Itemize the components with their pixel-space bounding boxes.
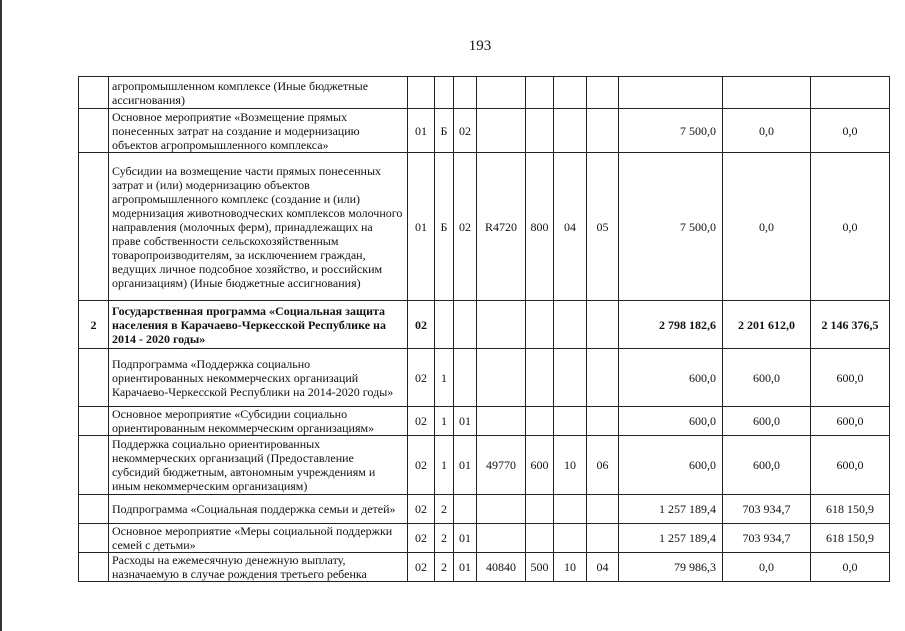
amount-year-3: 600,0: [811, 349, 890, 407]
code-direction: [477, 495, 526, 524]
code-program: 02: [408, 436, 435, 495]
code-program: 02: [408, 407, 435, 436]
code-subprogram: 2: [435, 524, 454, 553]
table-row: [79, 301, 890, 349]
code-subsection: 06: [587, 436, 619, 495]
amount-year-1: 7 500,0: [619, 109, 723, 153]
code-program: 01: [408, 153, 435, 301]
item-name: Подпрограмма «Социальная поддержка семьи и детей»: [109, 495, 408, 524]
amount-year-3: 0,0: [811, 109, 890, 153]
amount-year-1: [619, 77, 723, 109]
code-direction: [477, 407, 526, 436]
code-section: [554, 407, 587, 436]
code-measure: 01: [454, 436, 477, 495]
code-subprogram: 2: [435, 553, 454, 582]
code-section: 04: [554, 153, 587, 301]
code-section: [554, 109, 587, 153]
row-number: [79, 524, 109, 553]
amount-year-3: 618 150,9: [811, 495, 890, 524]
code-subprogram: 1: [435, 436, 454, 495]
code-expense-type: [526, 407, 554, 436]
code-expense-type: [526, 349, 554, 407]
amount-year-3: 0,0: [811, 153, 890, 301]
amount-year-1: 7 500,0: [619, 153, 723, 301]
code-measure: 02: [454, 109, 477, 153]
code-section: [554, 349, 587, 407]
code-measure: 02: [454, 153, 477, 301]
code-program: 01: [408, 109, 435, 153]
code-subsection: [587, 524, 619, 553]
code-expense-type: 600: [526, 436, 554, 495]
row-number: 2: [79, 301, 109, 349]
code-subsection: [587, 407, 619, 436]
code-expense-type: 800: [526, 153, 554, 301]
code-direction: [477, 77, 526, 109]
code-subsection: 04: [587, 553, 619, 582]
table-row: [79, 153, 890, 301]
code-subprogram: 1: [435, 349, 454, 407]
code-program: 02: [408, 553, 435, 582]
amount-year-3: 618 150,9: [811, 524, 890, 553]
amount-year-2: 0,0: [723, 553, 811, 582]
code-section: 10: [554, 553, 587, 582]
code-subsection: [587, 495, 619, 524]
item-name: Основное мероприятие «Меры социальной поддержки семей с детьми»: [109, 524, 408, 553]
code-subsection: [587, 109, 619, 153]
amount-year-3: [811, 77, 890, 109]
code-direction: R4720: [477, 153, 526, 301]
code-program: 02: [408, 524, 435, 553]
table-row: [79, 349, 890, 407]
code-program: 02: [408, 495, 435, 524]
amount-year-1: 600,0: [619, 349, 723, 407]
code-expense-type: 500: [526, 553, 554, 582]
amount-year-2: 0,0: [723, 153, 811, 301]
code-program: 02: [408, 301, 435, 349]
amount-year-1: 600,0: [619, 407, 723, 436]
code-expense-type: [526, 524, 554, 553]
code-subsection: 05: [587, 153, 619, 301]
page-number: 193: [468, 38, 492, 54]
code-subsection: [587, 349, 619, 407]
code-measure: [454, 495, 477, 524]
code-subprogram: Б: [435, 109, 454, 153]
table-row: [79, 436, 890, 495]
amount-year-2: [723, 77, 811, 109]
code-section: [554, 301, 587, 349]
code-expense-type: [526, 109, 554, 153]
code-direction: [477, 109, 526, 153]
row-number: [79, 109, 109, 153]
code-subprogram: 2: [435, 495, 454, 524]
table-row: [79, 524, 890, 553]
code-subsection: [587, 301, 619, 349]
item-name: Поддержка социально ориентированных некоммерческих организаций (Предоставление субсидий бюджетным, автономным учреждениям и иным некоммерческим организациям): [109, 436, 408, 495]
amount-year-1: 1 257 189,4: [619, 495, 723, 524]
code-program: 02: [408, 349, 435, 407]
item-name: Подпрограмма «Поддержка социально ориентированных некоммерческих организаций Карачаево-Черкесской Республики на 2014-2020 годы»: [109, 349, 408, 407]
row-number: [79, 495, 109, 524]
item-name: Основное мероприятие «Субсидии социально ориентированным некоммерческим организациям»: [109, 407, 408, 436]
amount-year-2: 600,0: [723, 407, 811, 436]
code-subprogram: Б: [435, 153, 454, 301]
code-direction: [477, 301, 526, 349]
amount-year-2: 600,0: [723, 349, 811, 407]
code-subsection: [587, 77, 619, 109]
amount-year-1: 1 257 189,4: [619, 524, 723, 553]
code-measure: [454, 301, 477, 349]
table-row: [79, 407, 890, 436]
code-measure: [454, 77, 477, 109]
code-subprogram: [435, 301, 454, 349]
item-name: агропромышленном комплексе (Иные бюджетные ассигнования): [109, 77, 408, 109]
code-subprogram: 1: [435, 407, 454, 436]
amount-year-1: 79 986,3: [619, 553, 723, 582]
code-measure: 01: [454, 524, 477, 553]
code-section: 10: [554, 436, 587, 495]
code-program: [408, 77, 435, 109]
code-measure: 01: [454, 553, 477, 582]
amount-year-1: 2 798 182,6: [619, 301, 723, 349]
row-number: [79, 553, 109, 582]
amount-year-2: 0,0: [723, 109, 811, 153]
amount-year-2: 703 934,7: [723, 524, 811, 553]
amount-year-2: 703 934,7: [723, 495, 811, 524]
table-row: [79, 495, 890, 524]
row-number: [79, 153, 109, 301]
code-section: [554, 524, 587, 553]
item-name: Субсидии на возмещение части прямых понесенных затрат и (или) модернизацию объектов агропромышленного комплекс (создание и (или) модернизация животноводческих комплексов молочного направления (молочных ферм), принадлежащих на праве собственности сельскохозяйственным товаропроизводителям, за исключением граждан, ведущих личное подсобное хозяйство, и российским организациям) (Иные бюджетные ассигнования): [109, 153, 408, 301]
amount-year-2: 2 201 612,0: [723, 301, 811, 349]
code-direction: 49770: [477, 436, 526, 495]
amount-year-2: 600,0: [723, 436, 811, 495]
item-name: Расходы на ежемесячную денежную выплату, назначаемую в случае рождения третьего ребенка: [109, 553, 408, 582]
code-measure: [454, 349, 477, 407]
table-row: [79, 77, 890, 109]
item-name: Государственная программа «Социальная защита населения в Карачаево-Черкесской Республике на 2014 - 2020 годы»: [109, 301, 408, 349]
code-section: [554, 77, 587, 109]
amount-year-3: 2 146 376,5: [811, 301, 890, 349]
table-row: [79, 553, 890, 582]
code-direction: [477, 349, 526, 407]
code-section: [554, 495, 587, 524]
page-edge-line: [0, 0, 2, 631]
code-expense-type: [526, 301, 554, 349]
amount-year-3: 0,0: [811, 553, 890, 582]
code-expense-type: [526, 495, 554, 524]
code-measure: 01: [454, 407, 477, 436]
amount-year-3: 600,0: [811, 436, 890, 495]
code-subprogram: [435, 77, 454, 109]
row-number: [79, 436, 109, 495]
amount-year-3: 600,0: [811, 407, 890, 436]
row-number: [79, 407, 109, 436]
code-direction: [477, 524, 526, 553]
code-expense-type: [526, 77, 554, 109]
row-number: [79, 349, 109, 407]
budget-table: [78, 76, 890, 582]
code-direction: 40840: [477, 553, 526, 582]
row-number: [79, 77, 109, 109]
amount-year-1: 600,0: [619, 436, 723, 495]
item-name: Основное мероприятие «Возмещение прямых понесенных затрат на создание и модернизацию объектов агропромышленного комплекса»: [109, 109, 408, 153]
table-row: [79, 109, 890, 153]
